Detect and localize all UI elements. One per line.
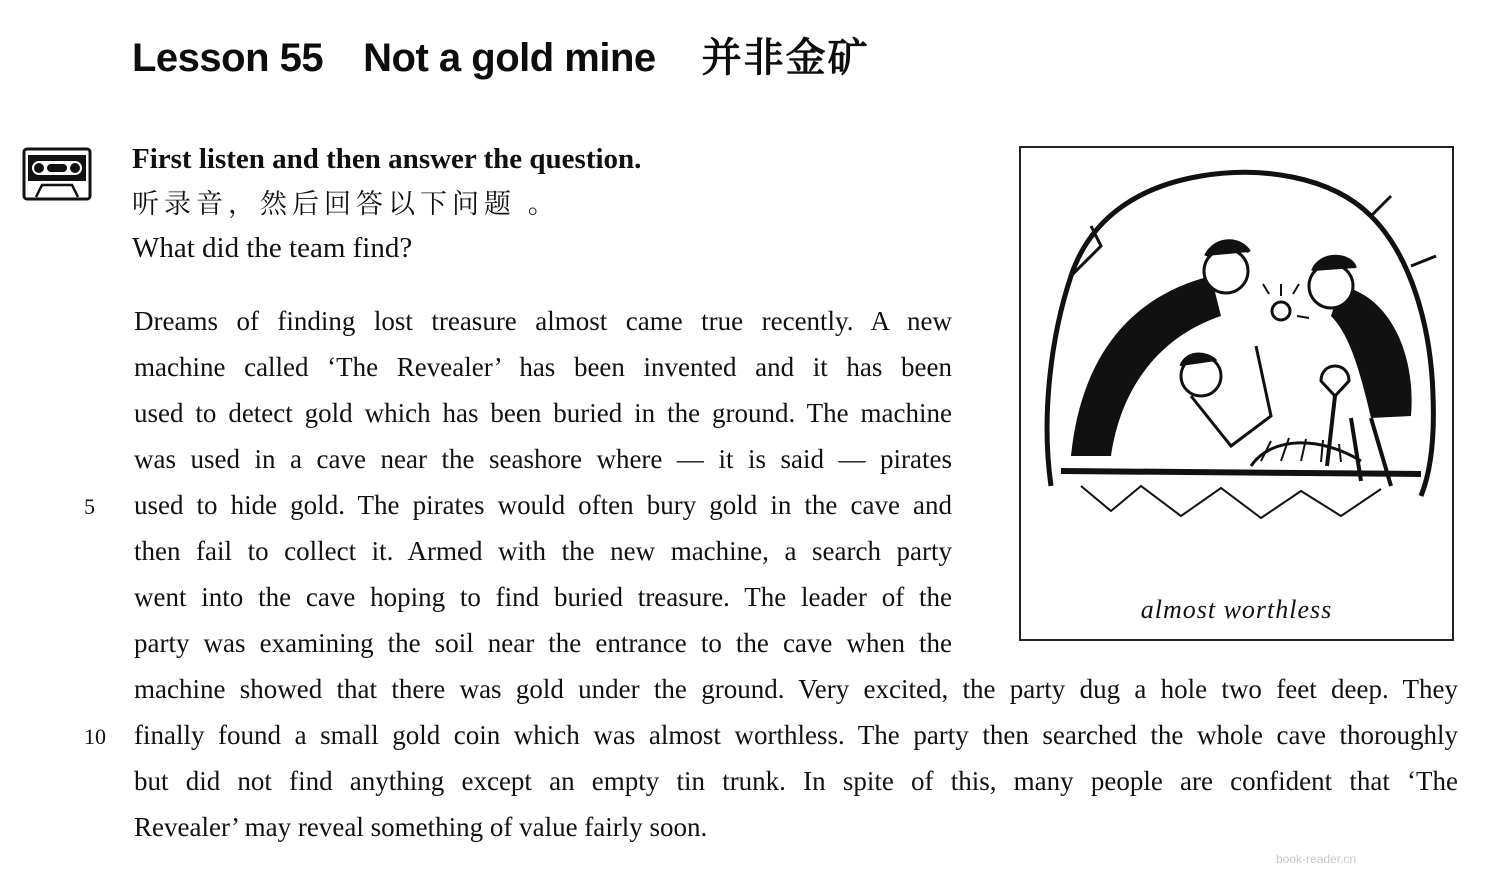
- passage-line: used to hide gold. The pirates would often bury gold in the cave and: [134, 490, 952, 520]
- passage-line: but did not find anything except an empty tin trunk. In spite of this, many people are confident that ‘The: [134, 766, 1458, 796]
- comprehension-question: What did the team find?: [132, 232, 413, 264]
- figure-caption: almost worthless: [1140, 595, 1333, 624]
- lesson-title-zh: 并非金矿: [701, 36, 870, 80]
- passage-line: finally found a small gold coin which was almost worthless. The party then searched the whole cave thoroughly: [134, 720, 1458, 750]
- lesson-title: [132, 26, 870, 83]
- instructions: [132, 138, 641, 268]
- passage-line: machine called ‘The Revealer’ has been invented and it has been: [134, 352, 952, 382]
- passage-line: was used in a cave near the seashore where — it is said — pirates: [134, 444, 952, 474]
- lesson-number: Lesson 55: [132, 36, 324, 80]
- passage-line: Dreams of finding lost treasure almost came true recently. A new: [134, 306, 952, 336]
- instruction-english: First listen and then answer the question.: [132, 143, 642, 175]
- instruction-chinese: 听录音，然后回答以下问题 。: [132, 189, 560, 219]
- line-number: 5: [84, 494, 95, 519]
- cassette-tape-icon[interactable]: [22, 147, 92, 201]
- passage-line: party was examining the soil near the entrance to the cave when the: [134, 628, 952, 658]
- passage-line: used to detect gold which has been buried in the ground. The machine: [134, 398, 952, 428]
- passage-line: then fail to collect it. Armed with the new machine, a search party: [134, 536, 952, 566]
- line-number: 10: [84, 724, 106, 749]
- cave-cartoon-illustration: [1031, 156, 1443, 576]
- passage-line: machine showed that there was gold under the ground. Very excited, the party dug a hole two feet deep. They: [134, 674, 1458, 704]
- lesson-title-en: Not a gold mine: [363, 36, 656, 80]
- illustration-figure: [1019, 146, 1454, 641]
- passage-line: went into the cave hoping to find buried treasure. The leader of the: [134, 582, 952, 612]
- passage-line: Revealer’ may reveal something of value fairly soon.: [134, 812, 708, 842]
- watermark: book-reader.cn: [1276, 852, 1357, 866]
